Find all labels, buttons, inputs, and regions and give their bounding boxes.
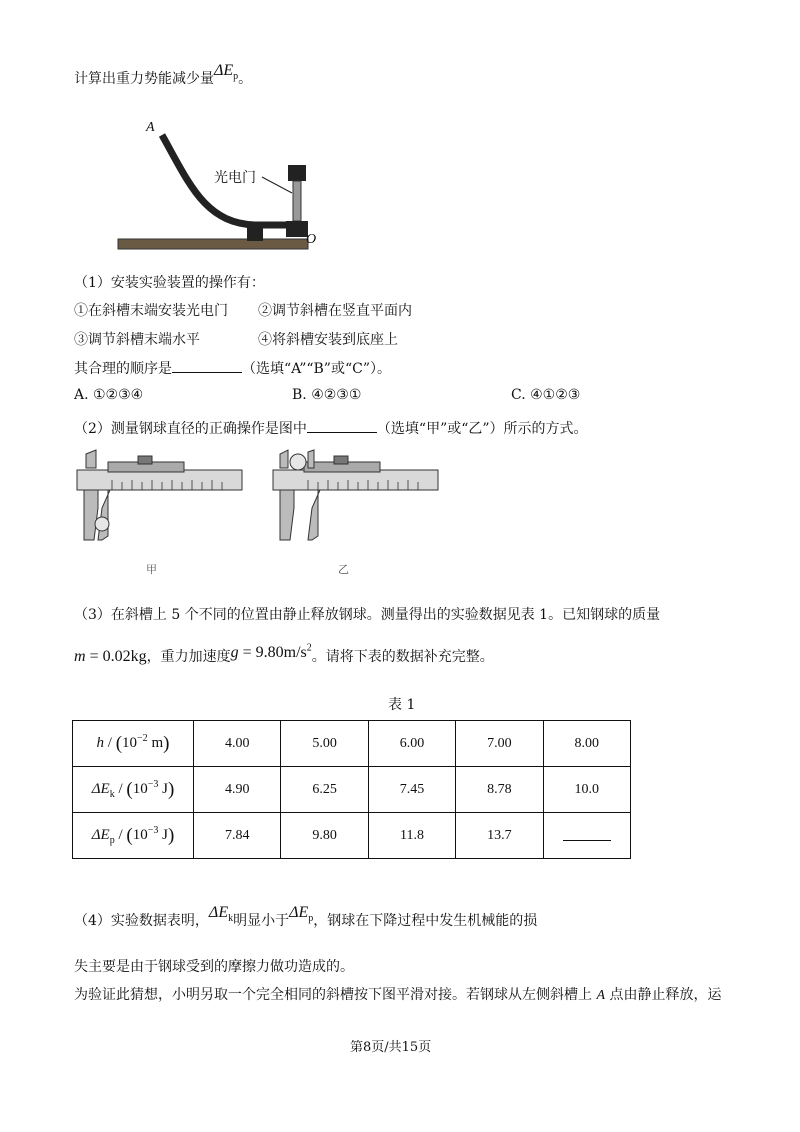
gate-top xyxy=(288,165,306,181)
q1-step2: ②调节斜槽在竖直平面内 xyxy=(258,303,412,319)
steel-ball xyxy=(290,454,306,470)
q1-option-a: A. ①②③④ xyxy=(74,387,144,403)
table-cell: 7.45 xyxy=(368,767,455,813)
caliper-lower-jaw-moving xyxy=(308,490,320,540)
caliper-lower-jaw-fixed xyxy=(280,490,294,540)
q1-step4: ④将斜槽安装到底座上 xyxy=(258,332,398,348)
intro-symbol: $\Delta E_p$ xyxy=(214,62,239,83)
q1-option-c: C. ④①②③ xyxy=(511,387,581,403)
label-o: O xyxy=(306,232,317,247)
gate-pointer xyxy=(262,177,292,193)
table-cell: 7.00 xyxy=(456,721,543,767)
caliper-screw xyxy=(334,456,348,464)
table-cell: 8.00 xyxy=(543,721,630,767)
caption-jia: 甲 xyxy=(146,563,157,576)
table-cell: 4.90 xyxy=(194,767,281,813)
q1-stem: （1）安装实验装置的操作有： xyxy=(74,275,265,291)
table-row-ep xyxy=(73,813,631,859)
caliper-jia xyxy=(72,448,247,548)
row-ek-header: $\Delta E_k / (10^{-3}$ J) xyxy=(73,767,194,813)
gate-bottom xyxy=(286,221,308,237)
intro-text: 计算出重力势能减少量 xyxy=(74,71,214,87)
q3-line2: m = 0.02kg，重力加速度$g = 9.80m/s^2$。请将下表的数据补充完整。 xyxy=(74,642,494,665)
q1-ask: 其合理的顺序是 （选填“A”“B”或“C”）。 xyxy=(74,358,391,378)
table-cell-blank[interactable] xyxy=(543,813,630,859)
page-footer: 第8页/共15页 xyxy=(350,1040,432,1055)
caption-yi: 乙 xyxy=(338,563,349,576)
table-cell: 9.80 xyxy=(281,813,368,859)
table-caption: 表 1 xyxy=(388,697,416,713)
q2-answer-blank[interactable] xyxy=(307,418,377,433)
q1-answer-blank[interactable] xyxy=(172,358,242,373)
caliper-lower-jaw-fixed xyxy=(84,490,98,540)
q2-line: （2）测量钢球直径的正确操作是图中 （选填“甲”或“乙”）所示的方式。 xyxy=(74,418,588,438)
steel-ball xyxy=(95,517,109,531)
table-cell: 7.84 xyxy=(194,813,281,859)
q3-line1: （3）在斜槽上 5 个不同的位置由静止释放钢球。测量得出的实验数据见表 1。已知钢球的质量 xyxy=(74,607,661,623)
q1-step3: ③调节斜槽末端水平 xyxy=(74,332,200,348)
caliper-screw xyxy=(138,456,152,464)
label-a: A xyxy=(146,120,155,135)
q4-line3: 为验证此猜想，小明另取一个完全相同的斜槽按下图平滑对接。若钢球从左侧斜槽上 A 点由静止释放，运 xyxy=(74,987,722,1003)
caliper-main-scale xyxy=(77,470,242,490)
label-photogate: 光电门 xyxy=(214,170,256,186)
caliper-yi xyxy=(268,448,443,548)
table-cell: 11.8 xyxy=(368,813,455,859)
q1-step1: ①在斜槽末端安装光电门 xyxy=(74,303,228,319)
base-board xyxy=(118,239,308,249)
table-cell: 5.00 xyxy=(281,721,368,767)
q4-line1: （4）实验数据表明，$\Delta E_k$明显小于$\Delta E_p$，钢球在下降过程中发生机械能的损 xyxy=(74,904,538,929)
q1-option-b: B. ④②③① xyxy=(292,387,362,403)
table-cell: 10.0 xyxy=(543,767,630,813)
gate-post xyxy=(293,181,301,221)
row-ep-header: $\Delta E_p / (10^{-3}$ J) xyxy=(73,813,194,859)
table-row-h xyxy=(73,721,631,767)
caliper-upper-jaw-moving xyxy=(308,450,314,468)
caliper-main-scale xyxy=(273,470,438,490)
caliper-upper-jaw xyxy=(280,450,288,468)
table-cell: 6.00 xyxy=(368,721,455,767)
caliper-lower-jaw-moving xyxy=(98,490,110,540)
q4-line2: 失主要是由于钢球受到的摩擦力做功造成的。 xyxy=(74,959,354,975)
data-table xyxy=(72,720,631,859)
table-cell: 6.25 xyxy=(281,767,368,813)
intro-line: 计算出重力势能减少量$\Delta E_p$。 xyxy=(74,62,253,87)
table-cell: 4.00 xyxy=(194,721,281,767)
answer-blank[interactable] xyxy=(563,826,611,841)
caliper-upper-jaw xyxy=(86,450,96,468)
track-support xyxy=(247,227,263,241)
table-cell: 13.7 xyxy=(456,813,543,859)
table-row-ek xyxy=(73,767,631,813)
row-h-header: h / ($10^{-2}$ m) xyxy=(73,721,194,767)
table-cell: 8.78 xyxy=(456,767,543,813)
